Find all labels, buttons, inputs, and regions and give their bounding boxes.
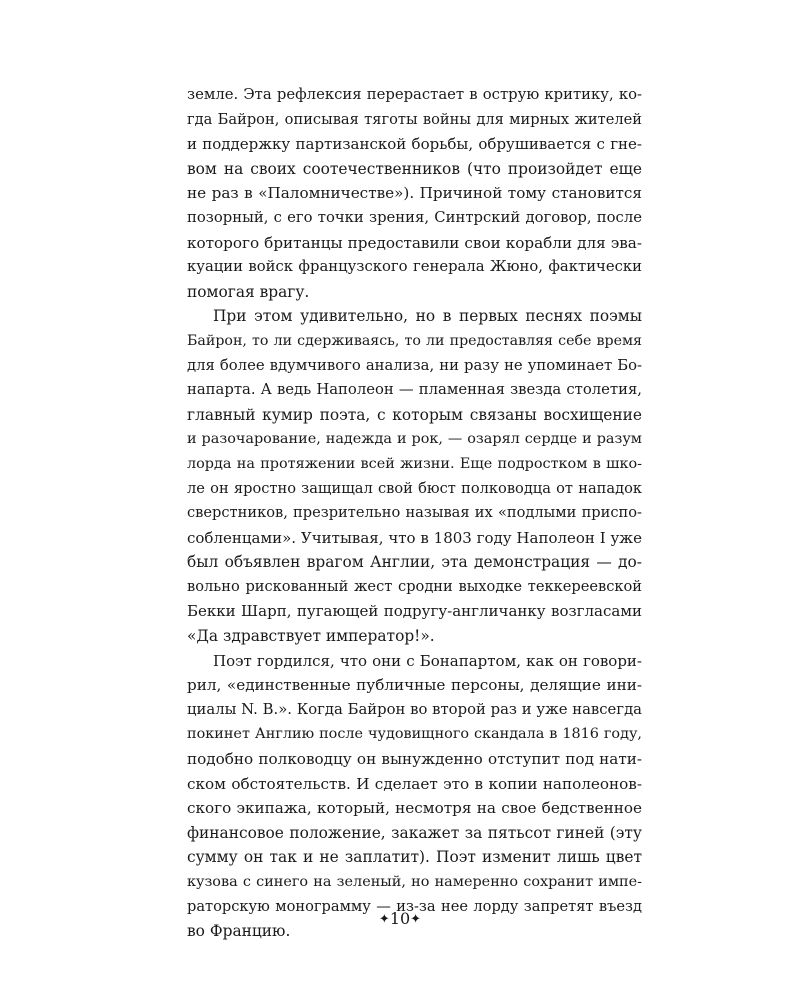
- text-line: финансовое положение, закажет за пятьсот гиней (эту: [187, 823, 642, 842]
- text-line: рил, «единственные публичные персоны, делящие ини-: [187, 676, 642, 695]
- text-line: позорный, с его точки зрения, Синтрский договор, после: [187, 208, 642, 226]
- text-line: ле он яростно защищал свой бюст полководца от нападок: [187, 479, 642, 497]
- text-line: подобно полководцу он вынужденно отступит под нати-: [187, 750, 642, 769]
- text-line: ском обстоятельств. И сделает это в копии наполеонов-: [187, 774, 642, 793]
- text-line: главный кумир поэта, с которым связаны восхищение: [187, 405, 642, 424]
- text-line: Поэт гордился, что они с Бонапартом, как он говори-: [213, 651, 642, 670]
- text-line: Байрон, то ли сдерживаясь, то ли предоставляя себе время: [187, 332, 642, 349]
- page-body: [187, 83, 642, 944]
- text-line: сверстников, презрительно называя их «подлыми приспо-: [187, 504, 642, 522]
- text-line: которого британцы предоставили свои корабли для эва-: [187, 233, 642, 252]
- ornament-star-icon: ✦: [410, 912, 422, 927]
- text-line: напарта. А ведь Наполеон — пламенная звезда столетия,: [187, 381, 642, 399]
- text-line: кузова с синего на зеленый, но намеренно сохранит импе-: [187, 874, 642, 890]
- text-line: раторскую монограмму — из-за нее лорду запретят въезд: [187, 897, 642, 915]
- text-line: При этом удивительно, но в первых песнях поэмы: [213, 307, 642, 326]
- text-line: гда Байрон, описывая тяготы войны для мирных жителей: [187, 110, 642, 128]
- text-line: сумму он так и не заплатит). Поэт изменит лишь цвет: [187, 848, 642, 867]
- text-line: и поддержку партизанской борьбы, обрушивается с гне-: [187, 135, 642, 154]
- paragraph: [187, 649, 642, 944]
- page-number-footer: [0, 909, 800, 928]
- text-line: был объявлен врагом Англии, эта демонстрация — до-: [187, 553, 642, 572]
- text-line: покинет Англию после чудовищного скандала в 1816 году,: [187, 726, 642, 743]
- text-line: не раз в «Паломничестве»). Причиной тому становится: [187, 184, 642, 203]
- paragraph: [187, 83, 642, 304]
- text-line: куации войск французского генерала Жюно, фактически: [187, 258, 642, 276]
- page-number: 10: [389, 909, 411, 928]
- text-line: ского экипажа, который, несмотря на свое бедственное: [187, 799, 642, 818]
- text-line: «Да здравствует император!».: [187, 627, 435, 646]
- text-line: вом на своих соотечественников (что произойдет еще: [187, 159, 642, 178]
- text-line: для более вдумчивого анализа, ни разу не упоминает Бо-: [187, 356, 642, 374]
- paragraph: [187, 304, 642, 648]
- text-line: во Францию.: [187, 922, 291, 941]
- text-line: вольно рискованный жест сродни выходке теккереевской: [187, 577, 642, 595]
- text-line: Бекки Шарп, пугающей подругу-англичанку возгласами: [187, 602, 642, 621]
- text-line: собленцами». Учитывая, что в 1803 году Наполеон I уже: [187, 528, 642, 547]
- text-line: и разочарование, надежда и рок, — озарял сердце и разум: [187, 431, 642, 448]
- text-line: помогая врагу.: [187, 282, 310, 301]
- text-line: лорда на протяжении всей жизни. Еще подростком в шко-: [187, 455, 642, 472]
- text-line: земле. Эта рефлексия перерастает в острую критику, ко-: [187, 86, 642, 103]
- text-line: циалы N. B.». Когда Байрон во второй раз и уже навсегда: [187, 700, 642, 718]
- ornament-star-icon: ✦: [378, 912, 390, 927]
